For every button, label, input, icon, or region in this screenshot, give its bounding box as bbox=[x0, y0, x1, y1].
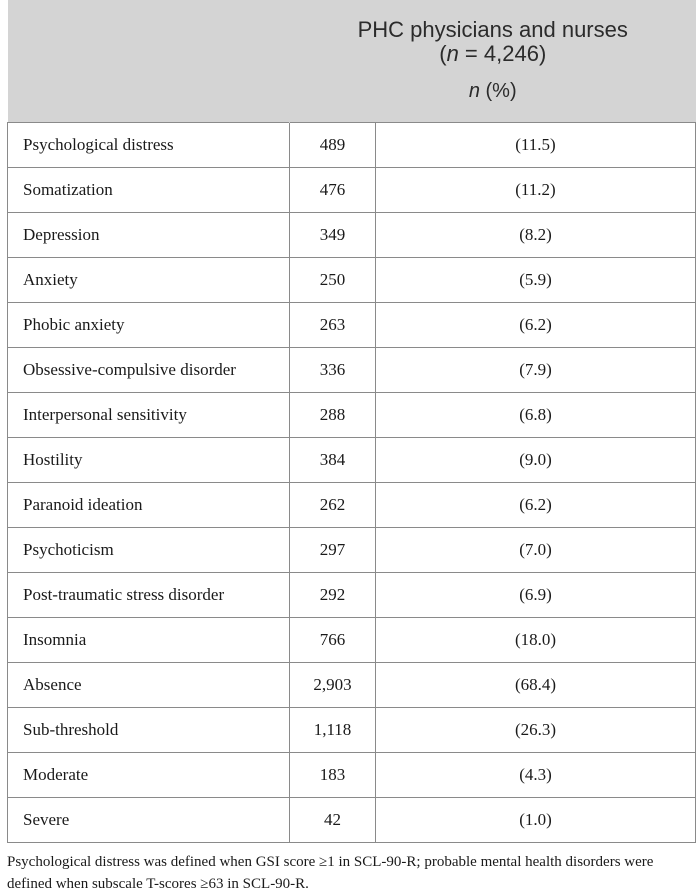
table-row bbox=[8, 168, 696, 213]
row-count: 262 bbox=[290, 483, 376, 528]
row-percent: (26.3) bbox=[376, 708, 696, 753]
table-header bbox=[8, 0, 696, 123]
row-percent: (68.4) bbox=[376, 663, 696, 708]
row-count: 183 bbox=[290, 753, 376, 798]
row-percent: (8.2) bbox=[376, 213, 696, 258]
row-label: Interpersonal sensitivity bbox=[8, 393, 290, 438]
row-label: Anxiety bbox=[8, 258, 290, 303]
table-row bbox=[8, 123, 696, 168]
row-percent: (6.8) bbox=[376, 393, 696, 438]
row-count: 292 bbox=[290, 573, 376, 618]
row-label: Obsessive-compulsive disorder bbox=[8, 348, 290, 393]
row-label: Severe bbox=[8, 798, 290, 843]
row-percent: (11.5) bbox=[376, 123, 696, 168]
row-percent: (5.9) bbox=[376, 258, 696, 303]
row-count: 489 bbox=[290, 123, 376, 168]
row-label: Absence bbox=[8, 663, 290, 708]
table-row bbox=[8, 753, 696, 798]
row-percent: (7.0) bbox=[376, 528, 696, 573]
table-row bbox=[8, 258, 696, 303]
row-count: 336 bbox=[290, 348, 376, 393]
row-percent: (6.9) bbox=[376, 573, 696, 618]
row-label: Insomnia bbox=[8, 618, 290, 663]
row-count: 384 bbox=[290, 438, 376, 483]
results-table bbox=[7, 0, 696, 843]
row-percent: (7.9) bbox=[376, 348, 696, 393]
row-count: 2,903 bbox=[290, 663, 376, 708]
row-count: 476 bbox=[290, 168, 376, 213]
row-percent: (4.3) bbox=[376, 753, 696, 798]
row-count: 288 bbox=[290, 393, 376, 438]
row-count: 1,118 bbox=[290, 708, 376, 753]
row-count: 766 bbox=[290, 618, 376, 663]
header-group-cell bbox=[290, 0, 696, 123]
table-row bbox=[8, 348, 696, 393]
row-count: 250 bbox=[290, 258, 376, 303]
row-count: 263 bbox=[290, 303, 376, 348]
table-footnote: Psychological distress was defined when GSI score ≥1 in SCL-90-R; probable mental health disorders were defined when subscale T-scores ≥63 in SCL-90-R. bbox=[7, 854, 654, 892]
row-label: Hostility bbox=[8, 438, 290, 483]
table-row bbox=[8, 303, 696, 348]
header-blank-cell bbox=[8, 0, 290, 123]
row-percent: (6.2) bbox=[376, 483, 696, 528]
row-percent: (11.2) bbox=[376, 168, 696, 213]
row-label: Psychological distress bbox=[8, 123, 290, 168]
row-label: Paranoid ideation bbox=[8, 483, 290, 528]
table-row bbox=[8, 618, 696, 663]
header-group-title: PHC physicians and nurses bbox=[357, 17, 628, 42]
row-count: 297 bbox=[290, 528, 376, 573]
table-row bbox=[8, 708, 696, 753]
table-row bbox=[8, 573, 696, 618]
table-row bbox=[8, 798, 696, 843]
table-row bbox=[8, 438, 696, 483]
row-label: Phobic anxiety bbox=[8, 303, 290, 348]
row-count: 42 bbox=[290, 798, 376, 843]
table-row bbox=[8, 213, 696, 258]
header-unit: n (%) bbox=[468, 80, 517, 102]
row-percent: (18.0) bbox=[376, 618, 696, 663]
row-label: Sub-threshold bbox=[8, 708, 290, 753]
row-label: Post-traumatic stress disorder bbox=[8, 573, 290, 618]
table-container bbox=[7, 0, 695, 895]
header-sample-size: (n = 4,246) bbox=[439, 41, 547, 66]
table-body bbox=[8, 123, 696, 843]
row-percent: (1.0) bbox=[376, 798, 696, 843]
row-count: 349 bbox=[290, 213, 376, 258]
row-label: Somatization bbox=[8, 168, 290, 213]
row-label: Psychoticism bbox=[8, 528, 290, 573]
row-percent: (6.2) bbox=[376, 303, 696, 348]
table-row bbox=[8, 393, 696, 438]
table-row bbox=[8, 663, 696, 708]
row-label: Moderate bbox=[8, 753, 290, 798]
table-row bbox=[8, 528, 696, 573]
table-row bbox=[8, 483, 696, 528]
row-label: Depression bbox=[8, 213, 290, 258]
row-percent: (9.0) bbox=[376, 438, 696, 483]
